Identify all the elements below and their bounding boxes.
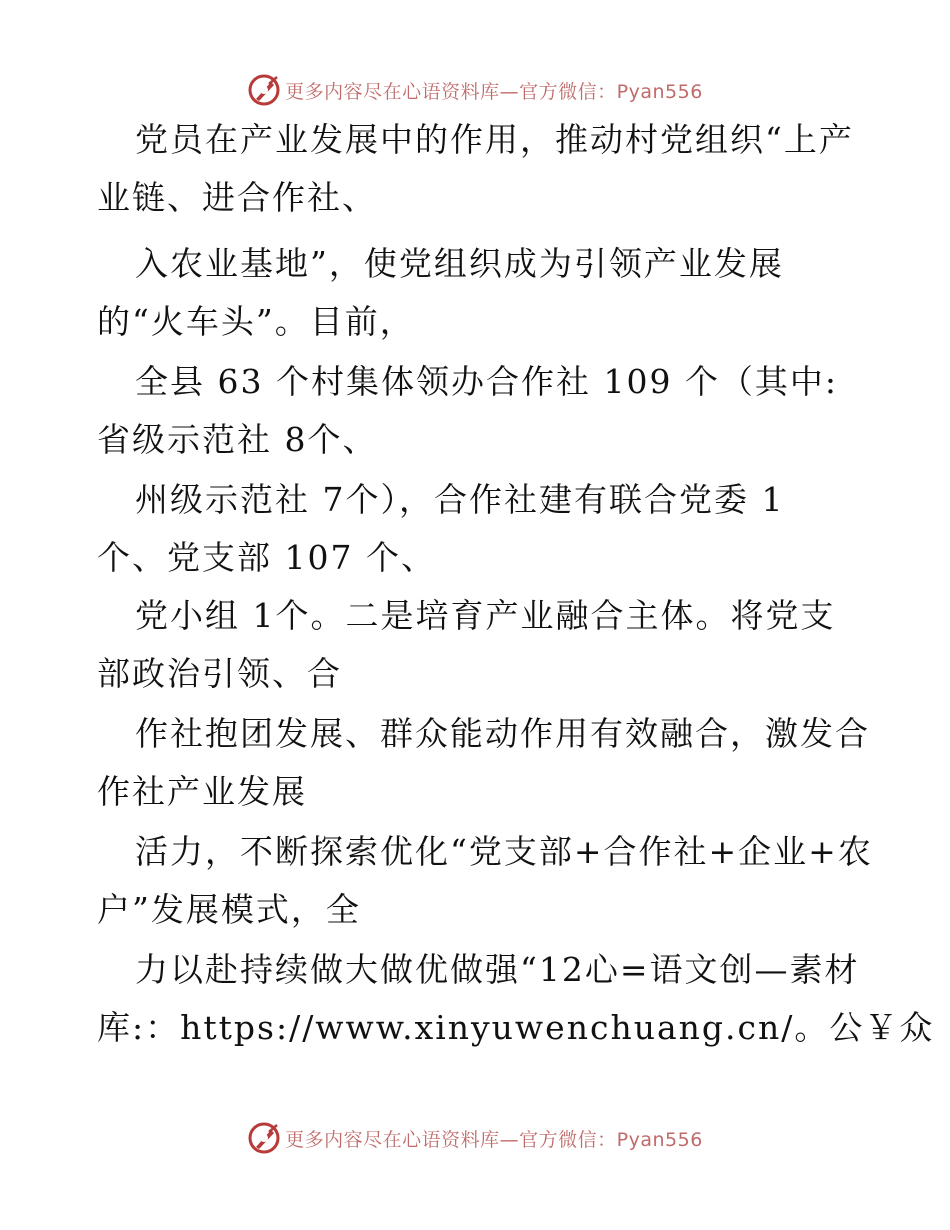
- body-line: 业链、进合作社、: [97, 178, 377, 217]
- body-line: 个、党支部 107 个、: [97, 538, 436, 577]
- body-line: 州级示范社 7个），合作社建有联合党委 1: [135, 480, 785, 519]
- body-line: 的“火车头”。目前，: [97, 302, 415, 341]
- body-line: 全县 63 个村集体领办合作社 109 个（其中:: [135, 362, 839, 401]
- body-line: 部政治引领、合: [97, 654, 342, 693]
- body-line: 党小组 1个。二是培育产业融合主体。将党支: [135, 596, 836, 635]
- body-line: 作社产业发展: [97, 772, 307, 811]
- body-line: 入农业基地”，使党组织成为引领产业发展: [135, 244, 784, 283]
- footer-banner-text: 更多内容尽在心语资料库—官方微信：Pyan556: [285, 1128, 703, 1151]
- body-line: 省级示范社 8个、: [97, 420, 378, 459]
- body-line: 户”发展模式，全: [97, 890, 361, 929]
- header-banner: [0, 70, 950, 110]
- body-line: 作社抱团发展、群众能动作用有效融合，激发合: [135, 714, 870, 753]
- body-line: 党员在产业发展中的作用，推动村党组织“上产: [135, 120, 854, 159]
- header-banner-text: 更多内容尽在心语资料库—官方微信：Pyan556: [285, 80, 703, 103]
- quill-pen-icon: [247, 1121, 281, 1155]
- body-line: 库:：https://www.xinyuwenchuang.cn/。公￥众: [97, 1008, 935, 1047]
- body-line: 力以赴持续做大做优做强“12心=语文创—素材: [135, 950, 860, 989]
- quill-pen-icon: [247, 73, 281, 107]
- footer-banner: [0, 1118, 950, 1158]
- body-line: 活力，不断探索优化“党支部+合作社+企业+农: [135, 832, 873, 871]
